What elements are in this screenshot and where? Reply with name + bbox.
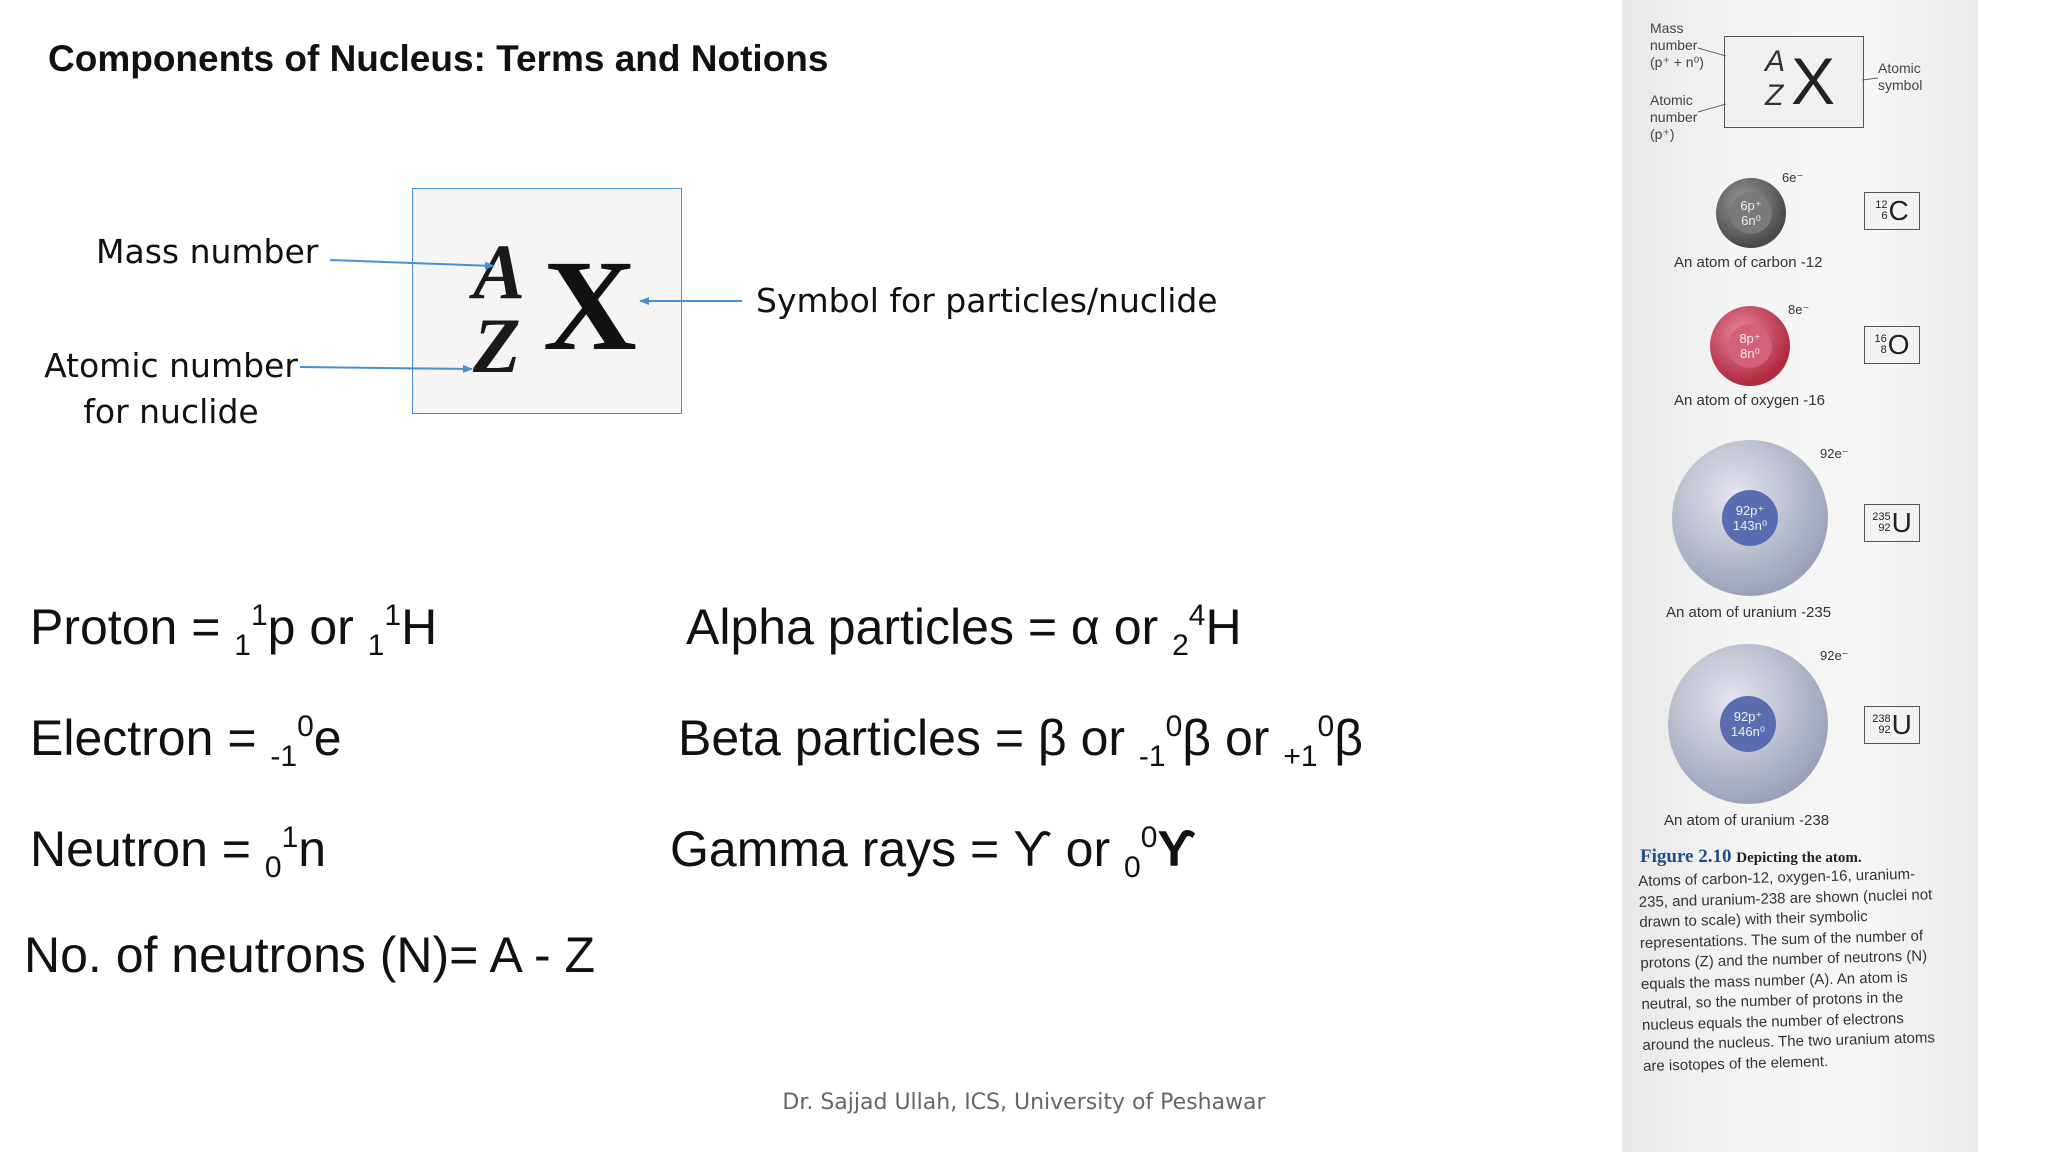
page-title: Components of Nucleus: Terms and Notions: [48, 38, 829, 79]
atomic-number-symbol: Z: [473, 302, 521, 389]
electron-formula: Electron = $_{-1}^0$e: [30, 709, 342, 773]
carbon-atom: [1716, 178, 1786, 248]
beta-formula: Beta particles = β or $_{-1}^0$β or $_{+1}^0$β: [678, 709, 1363, 773]
uranium-235-symbol-box: 235 92 U: [1864, 504, 1920, 542]
uranium-235-nucleus: 92p⁺ 143n⁰: [1722, 490, 1778, 546]
uranium-235-electrons: 92e⁻: [1820, 446, 1849, 461]
footer-credit: Dr. Sajjad Ullah, ICS, University of Peshawar: [782, 1090, 1266, 1115]
mass-number-symbol: A: [473, 228, 526, 315]
figure-caption-text: Atoms of carbon-12, oxygen-16, uranium-235, and uranium-238 are shown (nuclei not drawn to scale) with their symbolic representations. The sum of the number of protons (Z) and the number of neutrons (N) equals the mass number (A). An atom is neutral, so the number of protons in the nucleus equals the number of electrons around the nucleus. The two uranium atoms are isotopes of the element.: [1638, 865, 1936, 1075]
oxygen-nucleus: 8p⁺ 8n⁰: [1728, 324, 1772, 368]
tb-atomic-symbol: Z: [1765, 79, 1784, 112]
uranium-238-symbol-box: 238 92 U: [1864, 706, 1920, 744]
neutron-formula: Neutron = $_0^1$n: [30, 820, 327, 884]
carbon-electrons: 6e⁻: [1782, 170, 1804, 185]
tb-mass-label: Mass number (p⁺ + n⁰): [1650, 20, 1704, 70]
atomic-number-arrow: [300, 367, 472, 369]
tb-mass-symbol: A: [1765, 45, 1786, 78]
uranium-235-caption: An atom of uranium -235: [1666, 604, 1832, 621]
oxygen-symbol-box: 16 8 O: [1864, 326, 1920, 364]
atomic-number-label-line1: Atomic number: [44, 346, 298, 385]
atomic-number-label-line2: for nuclide: [83, 392, 259, 431]
carbon-caption: An atom of carbon -12: [1674, 254, 1823, 271]
carbon-nucleus: 6p⁺ 6n⁰: [1730, 192, 1772, 234]
oxygen-atom: [1710, 306, 1790, 386]
mass-number-arrow: [330, 260, 494, 266]
neutron-count-formula: No. of neutrons (N)= A - Z: [24, 927, 596, 983]
figure-title: Figure 2.10 Depicting the atom.: [1640, 846, 1862, 867]
alpha-formula: Alpha particles = α or $_2^4$H: [686, 598, 1242, 662]
proton-formula: Proton = $_1^1$p or $_1^1$H: [30, 598, 438, 662]
tb-atomic-label: Atomic number (p⁺): [1650, 92, 1698, 142]
oxygen-caption: An atom of oxygen -16: [1674, 392, 1825, 409]
slide-margin: [1978, 0, 2048, 1152]
uranium-238-electrons: 92e⁻: [1820, 648, 1849, 663]
uranium-238-nucleus: 92p⁺ 146n⁰: [1720, 696, 1776, 752]
uranium-238-atom: [1668, 644, 1828, 804]
tb-symbol-label: Atomic symbol: [1878, 60, 1923, 93]
oxygen-electrons: 8e⁻: [1788, 302, 1810, 317]
mass-number-label: Mass number: [96, 232, 319, 271]
element-symbol: X: [543, 234, 637, 378]
gamma-formula: Gamma rays = ϒ or $_0^0$ϒ: [670, 820, 1196, 884]
tb-element-symbol: X: [1791, 44, 1836, 118]
symbol-label: Symbol for particles/nuclide: [756, 281, 1218, 320]
carbon-symbol-box: 12 6 C: [1864, 192, 1920, 230]
textbook-figure-photo: [1622, 0, 1978, 1152]
uranium-238-caption: An atom of uranium -238: [1664, 812, 1830, 829]
tb-label-lines: [1622, 0, 1978, 140]
uranium-235-atom: [1672, 440, 1828, 596]
